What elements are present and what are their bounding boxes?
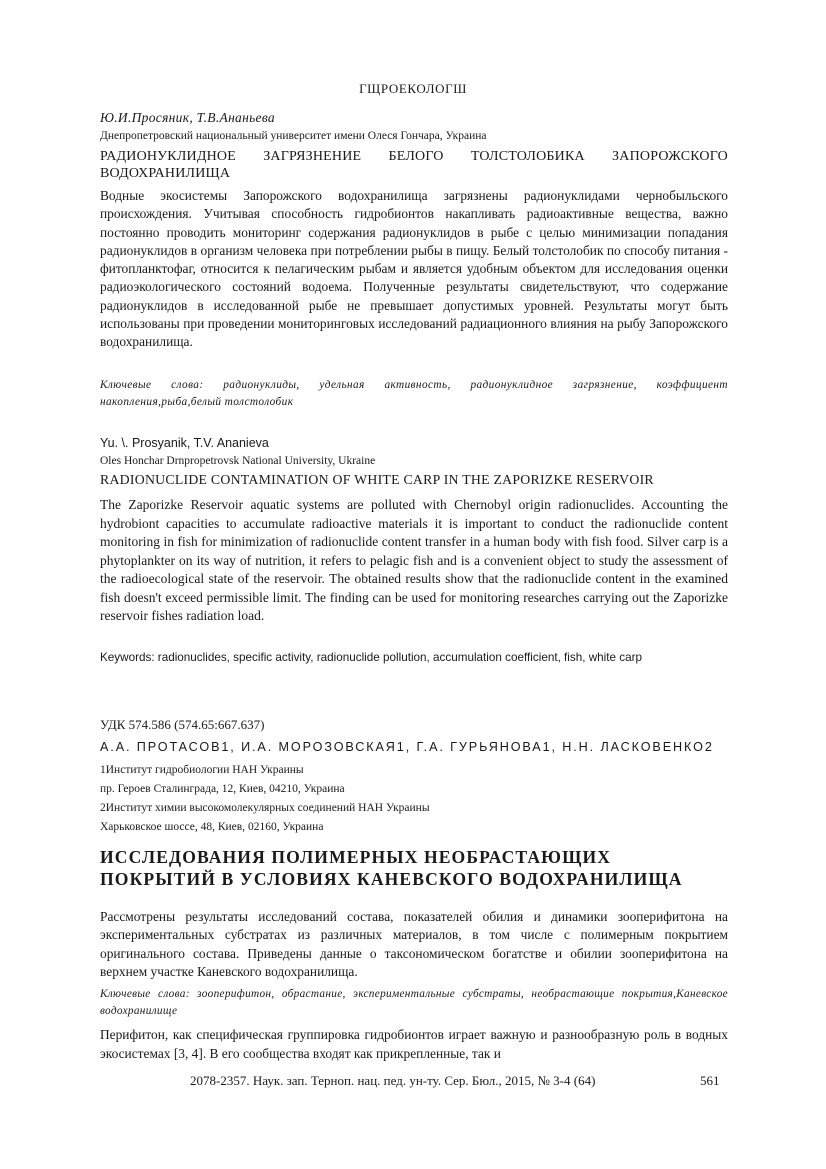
article1-en-keywords: Keywords: radionuclides, specific activity, radionuclide pollution, accumulation coefficient, fish, white carp xyxy=(100,651,643,664)
article2-keywords: Ключевые слова: зооперифитон, обрастание, экспериментальные субстраты, необрастающие покрытия,Каневское водохранилище xyxy=(100,988,728,1017)
article1-en-abstract: The Zaporizke Reservoir aquatic systems are polluted with Chernobyl origin radionuclides. Accounting the hydrobiont capacities to accumulate radioactive materials it is important to conduct the radionuclide content monitoring in fish for minimization of radionuclide content transfer in a human body with fish food. Silver carp is a phytoplankter on its way of nutrition, it refers to pelagic fish and is a convenient object to study the assessment of the radioecological state of the reservoir. The obtained results show that the radionuclide content in the examined fish doesn't exceed permissible limit. The finding can be used for monitoring researches carrying out the Zaporizke reservoir fishes radiation load. xyxy=(100,497,728,623)
article1-en-title: RADIONUCLIDE CONTAMINATION OF WHITE CARP IN THE ZAPORIZKE RESERVOIR xyxy=(100,472,654,487)
article2-title xyxy=(100,846,728,890)
article2-title-line2: ПОКРЫТИЙ В УСЛОВИЯХ КАНЕВСКОГО ВОДОХРАНИЛИЩА xyxy=(100,869,683,889)
article2-affiliation-2: 2Институт химии высокомолекулярных соединений НАН Украины xyxy=(100,802,430,814)
article1-affiliation: Днепропетровский национальный университет имени Олеся Гончара, Украина xyxy=(100,130,487,142)
article1-title: РАДИОНУКЛИДНОЕ ЗАГРЯЗНЕНИЕ БЕЛОГО ТОЛСТОЛОБИКА ЗАПОРОЖСКОГО ВОДОХРАНИЛИЩА xyxy=(100,149,728,181)
article1-abstract: Водные экосистемы Запорожского водохранилища загрязнены радионуклидами чернобыльского происхождения. Учитывая способность гидробионтов накапливать радиоактивные вещества, важно постоянно проводить мониторинг содержания радионуклидов в рыбе с целью минимизации попадания радионуклидов в организм человека при потреблении рыбы в пищу. Белый толстолобик по способу питания - фитопланктофаг, относится к пелагическим рыбам и является удобным объектом для исследования оценки радиоэкологического состояний водоема. Полученные результаты свидетельствуют, что содержание радионуклидов в исследованной рыбе не превышает допустимых уровней. Результаты могут быть использованы при проведении мониторинговых исследований радиационного влияния на рыбу Запорожского водохранилища. xyxy=(100,188,728,350)
article2-address-2: Харьковское шоссе, 48, Киев, 02160, Украина xyxy=(100,821,324,833)
article1-authors: Ю.И.Просяник, Т.В.Ананьева xyxy=(100,110,275,125)
footer-citation: 2078-2357. Наук. зап. Терноп. нац. пед. ун-ту. Сер. Бюл., 2015, № 3-4 (64) xyxy=(190,1073,596,1088)
article1-en-authors: Yu. \. Prosyanik, T.V. Ananieva xyxy=(100,436,269,450)
article2-title-line1: ИССЛЕДОВАНИЯ ПОЛИМЕРНЫХ НЕОБРАСТАЮЩИХ xyxy=(100,847,612,867)
article1-keywords: Ключевые слова: радионуклиды, удельная активность, радионуклидное загрязнение, коэффициент накопления,рыба,белый толстолобик xyxy=(100,379,728,408)
running-header: ГЩРОЕКОЛОГШ xyxy=(359,81,467,96)
article2-affiliation-1: 1Институт гидробиологии НАН Украины xyxy=(100,764,304,776)
article2-abstract: Рассмотрены результаты исследований состава, показателей обилия и динамики зооперифитона на экспериментальных субстратах из различных материалов, в том числе с полимерным покрытием оригинального состава. Приведены данные о таксономическом богатстве и обилии зооперифитона на верхнем участке Каневского водохранилища. xyxy=(100,909,728,980)
article2-udk: УДК 574.586 (574.65:667.637) xyxy=(100,717,265,732)
article1-en-affiliation: Oles Honchar Drnpropetrovsk National University, Ukraine xyxy=(100,455,376,467)
article2-address-1: пр. Героев Сталинграда, 12, Киев, 04210, Украина xyxy=(100,783,345,795)
page-number: 561 xyxy=(700,1073,720,1088)
article2-authors: А.А. ПРОТАСОВ1, И.А. МОРОЗОВСКАЯ1, Г.А. ГУРЬЯНОВА1, Н.Н. ЛАСКОВЕНКО2 xyxy=(100,740,714,754)
article2-intro: Перифитон, как специфическая группировка гидробионтов играет важную и разнообразную роль в водных экосистемах [3, 4]. В его сообщества входят как прикрепленные, так и xyxy=(100,1027,728,1061)
